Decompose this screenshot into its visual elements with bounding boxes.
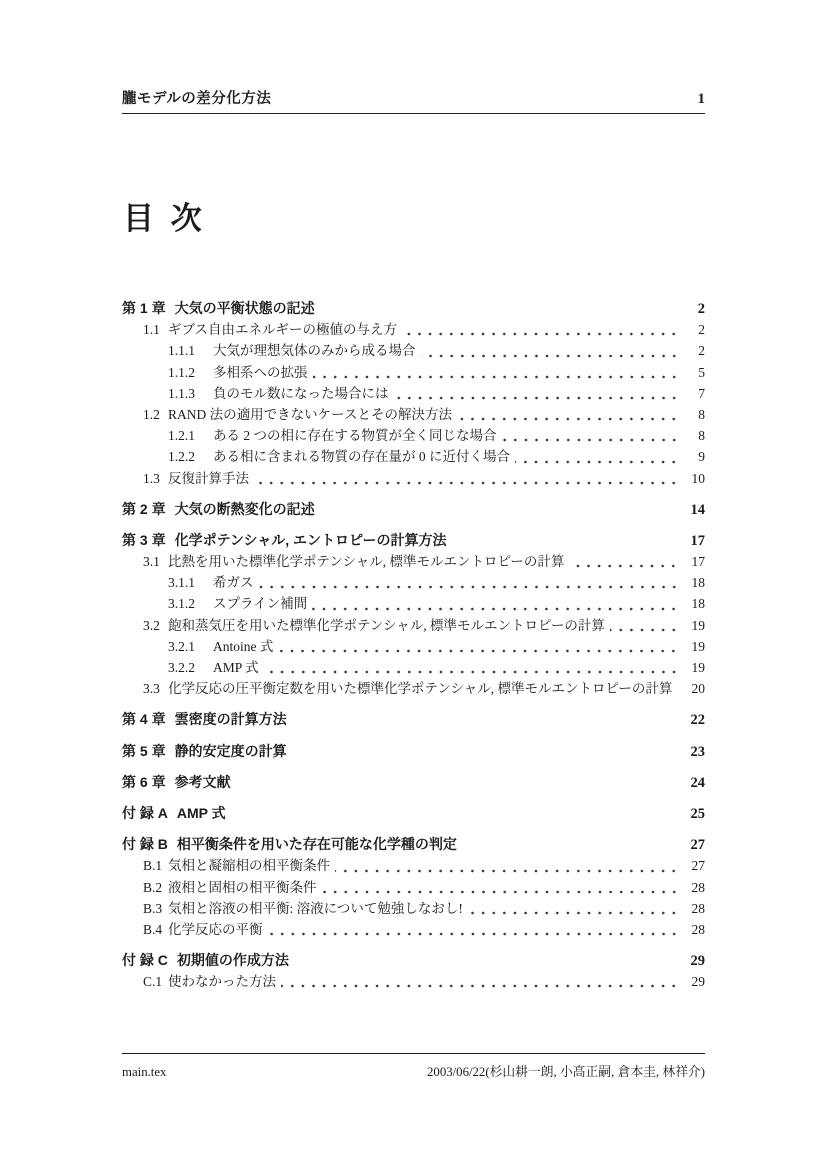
toc-leader-dots — [569, 564, 679, 568]
toc-leader-dots — [515, 460, 679, 464]
toc-entry-title: AMP 式 — [176, 804, 226, 821]
header-page-number: 1 — [697, 91, 705, 107]
toc-entry-title: 化学反応の平衡 — [168, 921, 263, 937]
toc-entry — [122, 834, 705, 855]
toc-entry-title: RAND 法の適用できないケースとその解決方法 — [168, 406, 452, 422]
toc-entry — [122, 425, 705, 446]
toc-entry-title: 初期値の作成方法 — [176, 952, 289, 969]
toc-leader-dots — [264, 670, 679, 674]
toc-entry-title: 大気の平衡状態の記述 — [174, 300, 315, 316]
toc-entry — [122, 971, 705, 992]
toc-entry-page: 28 — [691, 921, 705, 937]
toc-entry-page: 2 — [697, 301, 705, 317]
toc-entry-number: 1.1.1 — [168, 343, 195, 359]
toc-entry — [122, 678, 705, 699]
toc-entry-page: 10 — [691, 470, 705, 486]
toc-entry-page: 29 — [691, 974, 705, 990]
toc-entry-title: Antoine 式 — [213, 638, 274, 654]
toc-entry-number: 1.1 — [143, 322, 160, 338]
toc-entry-page: 7 — [698, 385, 705, 401]
toc-entry — [122, 657, 705, 678]
running-footer — [122, 1053, 705, 1080]
toc-entry-number: 第 3 章 — [122, 531, 166, 548]
toc-entry-number: 1.2.1 — [168, 428, 195, 444]
toc-entry-number: 第 2 章 — [122, 500, 166, 517]
toc-entry-number: 3.1 — [143, 554, 160, 570]
toc-entry-number: B.3 — [143, 900, 163, 916]
toc-leader-dots — [259, 585, 680, 589]
toc-entry-page: 9 — [698, 449, 705, 465]
toc-entry-title: 液相と固相の相平衡条件 — [168, 879, 317, 895]
toc-entry — [122, 898, 705, 919]
toc-entry-page: 18 — [691, 596, 705, 612]
toc-entry-title: ある相に含まれる物質の存在量が 0 に近付く場合 — [213, 449, 510, 465]
toc-entry-title: 化学ポテンシャル, エントロピーの計算方法 — [174, 531, 447, 548]
toc-entry-title: 希ガス — [213, 575, 254, 591]
toc-entry-title: 静的安定度の計算 — [174, 742, 287, 759]
toc-leader-dots — [335, 869, 679, 873]
toc-leader-dots — [268, 932, 680, 936]
document-title: 朧モデルの差分化方法 — [122, 91, 272, 107]
toc-entry-title: 化学反応の圧平衡定数を用いた標準化学ポテンシャル, 標準モルエントロピーの計算 — [168, 681, 673, 697]
toc-entry — [122, 593, 705, 614]
toc-entry — [122, 950, 705, 971]
toc-entry-number: 付 録 B — [122, 836, 168, 853]
toc-entry-page: 19 — [691, 660, 705, 675]
toc-entry-title: 使わなかった方法 — [168, 974, 276, 990]
toc-entry — [122, 446, 705, 467]
toc-entry-title: 比熱を用いた標準化学ポテンシャル, 標準モルエントロピーの計算 — [168, 554, 565, 570]
toc-entry — [122, 530, 705, 551]
toc-entry — [122, 468, 705, 489]
toc-entry — [122, 551, 705, 572]
toc-leader-dots — [312, 607, 679, 611]
toc-entry — [122, 499, 705, 520]
toc-entry-number: 3.3 — [143, 681, 160, 697]
toc-entry-page: 22 — [690, 712, 705, 729]
toc-entry-title: 大気が理想気体のみから成る場合 — [213, 343, 416, 359]
toc-leader-dots — [394, 396, 680, 400]
footer-filename: main.tex — [122, 1065, 167, 1079]
toc-leader-dots — [254, 481, 679, 485]
toc-entry-number: B.1 — [143, 858, 163, 874]
toc-entry — [122, 772, 705, 793]
toc-entry-page: 2 — [698, 343, 705, 359]
toc-entry-title: 多相系への拡張 — [213, 364, 308, 380]
toc-entry-page: 19 — [691, 617, 705, 633]
toc-entry — [122, 803, 705, 824]
toc-entry-page: 19 — [691, 638, 705, 654]
toc-entry-page: 24 — [690, 774, 705, 791]
toc-entry — [122, 919, 705, 940]
toc-entry-page: 18 — [691, 575, 705, 591]
toc-leader-dots — [421, 354, 680, 358]
footer-date-authors: 2003/06/22(杉山耕一朗, 小高正嗣, 倉本圭, 林祥介) — [427, 1065, 705, 1079]
toc-entry-page: 8 — [698, 428, 705, 444]
toc-entry-page: 28 — [691, 879, 705, 895]
toc-entry-page: 5 — [698, 364, 705, 380]
toc-entry — [122, 877, 705, 898]
toc-entry-number: 1.2 — [143, 406, 160, 422]
toc-leader-dots — [281, 984, 679, 988]
toc-leader-dots — [468, 911, 679, 915]
toc-entry-page: 2 — [698, 322, 705, 338]
toc-entry — [122, 383, 705, 404]
toc-entry-title: 負のモル数になった場合には — [213, 385, 389, 401]
toc-entry — [122, 572, 705, 593]
toc-entry-number: 第 5 章 — [122, 742, 166, 759]
toc-entry-page: 28 — [691, 900, 705, 916]
toc-entry-number: 3.2 — [143, 617, 160, 633]
toc-entry — [122, 636, 705, 657]
toc-entry — [122, 615, 705, 636]
toc-entry-page: 23 — [690, 743, 705, 760]
toc-entry-page: 27 — [690, 837, 705, 854]
toc-leader-dots — [457, 417, 679, 421]
toc-entry-title: 大気の断熱変化の記述 — [174, 500, 315, 517]
toc-entry — [122, 319, 705, 340]
toc-entry-number: B.2 — [143, 879, 163, 895]
toc-entry-number: 付 録 C — [122, 952, 168, 969]
toc-entry-title: 相平衡条件を用いた存在可能な化学種の判定 — [176, 836, 457, 853]
toc-entry — [122, 340, 705, 361]
toc-entry-title: 気相と溶液の相平衡: 溶液について勉強しなおし! — [168, 900, 463, 916]
toc-entry-number: 3.1.1 — [168, 575, 195, 591]
running-header — [122, 87, 705, 114]
toc-leader-dots — [610, 628, 679, 632]
toc-entry-title: スプライン補間 — [213, 596, 308, 612]
toc-entry — [122, 298, 705, 319]
toc-entry-number: 3.2.2 — [168, 660, 195, 675]
toc-entry-page: 20 — [691, 681, 705, 697]
toc-entry-page: 17 — [690, 532, 705, 549]
toc-entry-title: 雲密度の計算方法 — [174, 711, 287, 728]
toc-entry-title: ある 2 つの相に存在する物質が全く同じな場合 — [213, 428, 497, 444]
toc-entry-title: ギブス自由エネルギーの極値の与え方 — [168, 322, 397, 338]
toc-entry-title: 反復計算手法 — [168, 470, 249, 486]
toc-heading: 目 次 — [123, 201, 206, 236]
toc-leader-dots — [313, 375, 680, 379]
toc-entry-number: 第 1 章 — [122, 300, 166, 316]
toc-leader-dots — [402, 332, 679, 336]
toc-entry-number: 1.1.2 — [168, 364, 195, 380]
toc-entry — [122, 855, 705, 876]
toc-list — [122, 288, 705, 992]
toc-entry-number: 1.3 — [143, 470, 160, 486]
toc-entry-page: 25 — [690, 805, 705, 822]
toc-entry-number: 1.2.2 — [168, 449, 195, 465]
toc-entry-page: 8 — [698, 406, 705, 422]
toc-entry-title: AMP 式 — [213, 660, 259, 675]
toc-entry-title: 気相と凝縮相の相平衡条件 — [168, 858, 330, 874]
toc-entry-page: 27 — [691, 858, 705, 874]
toc-entry — [122, 741, 705, 762]
toc-entry-page: 17 — [691, 554, 705, 570]
toc-entry-page: 14 — [690, 501, 705, 518]
toc-leader-dots — [502, 438, 680, 442]
toc-entry-title: 飽和蒸気圧を用いた標準化学ポテンシャル, 標準モルエントロピーの計算 — [168, 617, 605, 633]
toc-entry-number: 3.2.1 — [168, 638, 195, 654]
toc-entry-number: 1.1.3 — [168, 385, 195, 401]
toc-entry-number: 付 録 A — [122, 804, 168, 821]
toc-entry-number: B.4 — [143, 921, 163, 937]
toc-entry-number: 3.1.2 — [168, 596, 195, 612]
toc-leader-dots — [322, 890, 680, 894]
toc-entry-page: 29 — [690, 953, 705, 970]
toc-entry-number: C.1 — [143, 974, 163, 990]
toc-entry — [122, 709, 705, 730]
toc-leader-dots — [278, 649, 679, 653]
toc-entry — [122, 362, 705, 383]
toc-entry-number: 第 4 章 — [122, 711, 166, 728]
toc-entry-title: 参考文献 — [174, 773, 231, 790]
toc-entry-number: 第 6 章 — [122, 773, 166, 790]
toc-entry — [122, 404, 705, 425]
